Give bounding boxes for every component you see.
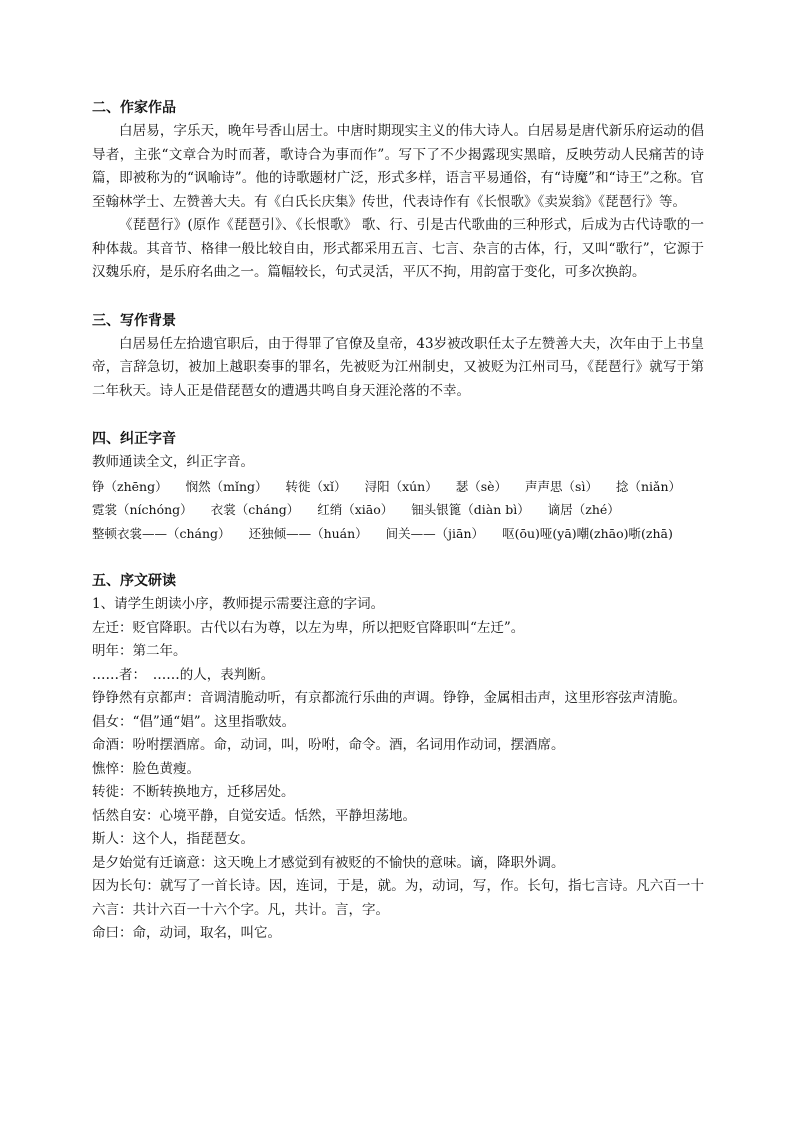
preface-line: ……者： ……的人，表判断。 xyxy=(92,666,275,683)
paragraph-background: 白居易任左拾遗官职后，由于得罪了官僚及皇帝，43岁被改职任太子左赞善大夫，次年由于上书皇帝，言辞急切，被加上越职奏事的罪名，先被贬为江州制史，又被贬为江州司马，《琵琶行》就写于第二年秋天。诗人正是借琵琶女的遭遇共鸣自身天涯沦落的不幸。 xyxy=(92,335,704,399)
preface-line: 因为长句：就写了一首长诗。因，连词，于是，就。为，动词，写，作。长句，指七言诗。凡六百一十六言：共计六百一十六个字。凡，共计。言，字。 xyxy=(92,878,704,918)
pronunciation-item: 还独倾——（huán） xyxy=(248,525,368,541)
pronunciation-intro: 教师通读全文，纠正字音。 xyxy=(92,454,254,470)
pronunciation-item: 浔阳（xún） xyxy=(364,478,438,494)
pronunciation-row-2 xyxy=(92,498,704,522)
preface-line: 明年：第二年。 xyxy=(92,643,187,659)
preface-line: 命曰：命，动词，取名，叫它。 xyxy=(92,925,281,941)
preface-line: 恬然自安：心境平静，自觉安适。恬然，平静坦荡地。 xyxy=(92,807,416,824)
pronunciation-item: 捻（niǎn） xyxy=(615,478,682,494)
section-heading-background: 三、写作背景 xyxy=(92,312,176,329)
preface-line: 命酒：吩咐摆酒席。命，动词，叫，吩咐，命令。酒，名词用作动词，摆酒席。 xyxy=(92,737,565,753)
paragraph-author-bio: 白居易，字乐天，晚年号香山居士。中唐时期现实主义的伟大诗人。白居易是唐代新乐府运动的倡导者，主张“文章合为时而著，歌诗合为事而作”。写下了不少揭露现实黑暗，反映劳动人民痛苦的诗篇，即被称为的“讽喻诗”。他的诗歌题材广泛，形式多样，语言平易通俗，有“诗魔”和“诗王”之称。官至翰林学士、左赞善大夫。有《白氏长庆集》传世，代表诗作有《长恨歌》《卖炭翁》《琵琶行》等。 xyxy=(92,123,704,210)
pronunciation-item: 呕(ōu)哑(yā)嘲(zhāo)哳(zhā) xyxy=(502,525,673,541)
pronunciation-item: 霓裳（níchóng） xyxy=(92,502,193,517)
preface-line: 左迁：贬官降职。古代以右为尊，以左为卑，所以把贬官降职叫“左迁”。 xyxy=(92,619,525,636)
preface-line: 倡女：“倡”通“娼”。这里指歌妓。 xyxy=(92,713,296,730)
pronunciation-item: 瑟（sè） xyxy=(455,478,508,494)
pronunciation-item: 间关——（jiān） xyxy=(385,525,485,541)
pronunciation-item: 铮（zhēng） xyxy=(92,478,168,494)
pronunciation-row-3 xyxy=(92,522,704,546)
preface-line: 1、请学生朗读小序，教师提示需要注意的字词。 xyxy=(92,596,385,612)
section-heading-works: 二、作家作品 xyxy=(92,100,176,116)
preface-line: 是夕始觉有迁谪意：这天晚上才感觉到有被贬的不愉快的意味。谪，降职外调。 xyxy=(92,854,565,871)
preface-line: 铮铮然有京都声：音调清脆动听，有京都流行乐曲的声调。铮铮，金属相击声，这里形容弦声清脆。 xyxy=(92,690,686,706)
section-heading-preface: 五、序文研读 xyxy=(92,573,176,589)
pronunciation-item: 整顿衣裳——（cháng） xyxy=(92,525,231,541)
pronunciation-row-1 xyxy=(92,475,704,499)
preface-line: 转徙：不断转换地方，迁移居处。 xyxy=(92,784,295,800)
preface-line: 斯人：这个人，指琵琶女。 xyxy=(92,831,254,847)
pronunciation-item: 悯然（mǐng） xyxy=(185,478,268,494)
pronunciation-item: 红绡（xiāo） xyxy=(317,502,394,517)
document-page xyxy=(92,96,704,946)
section-heading-pronunciation: 四、纠正字音 xyxy=(92,431,176,447)
pronunciation-item: 衣裳（cháng） xyxy=(210,502,300,517)
paragraph-pipa-form: 《琵琶行》(原作《琵琶引》、《长恨歌》 歌、行、引是古代歌曲的三种形式，后成为古代诗歌的一种体裁。其音节、格律一般比较自由，形式都采用五言、七言、杂言的古体，行，又叫“歌行”，它源于汉魏乐府，是乐府名曲之一。篇幅较长，句式灵活，平仄不拘，用韵富于变化，可多次换韵。 xyxy=(92,217,704,280)
pronunciation-item: 转徙（xǐ） xyxy=(285,478,347,494)
pronunciation-item: 谪居（zhé） xyxy=(547,502,620,517)
preface-line: 憔悴：脸色黄瘦。 xyxy=(92,760,200,777)
pronunciation-item: 钿头银篦（diàn bì） xyxy=(411,502,530,517)
pronunciation-item: 声声思（sì） xyxy=(525,478,598,494)
